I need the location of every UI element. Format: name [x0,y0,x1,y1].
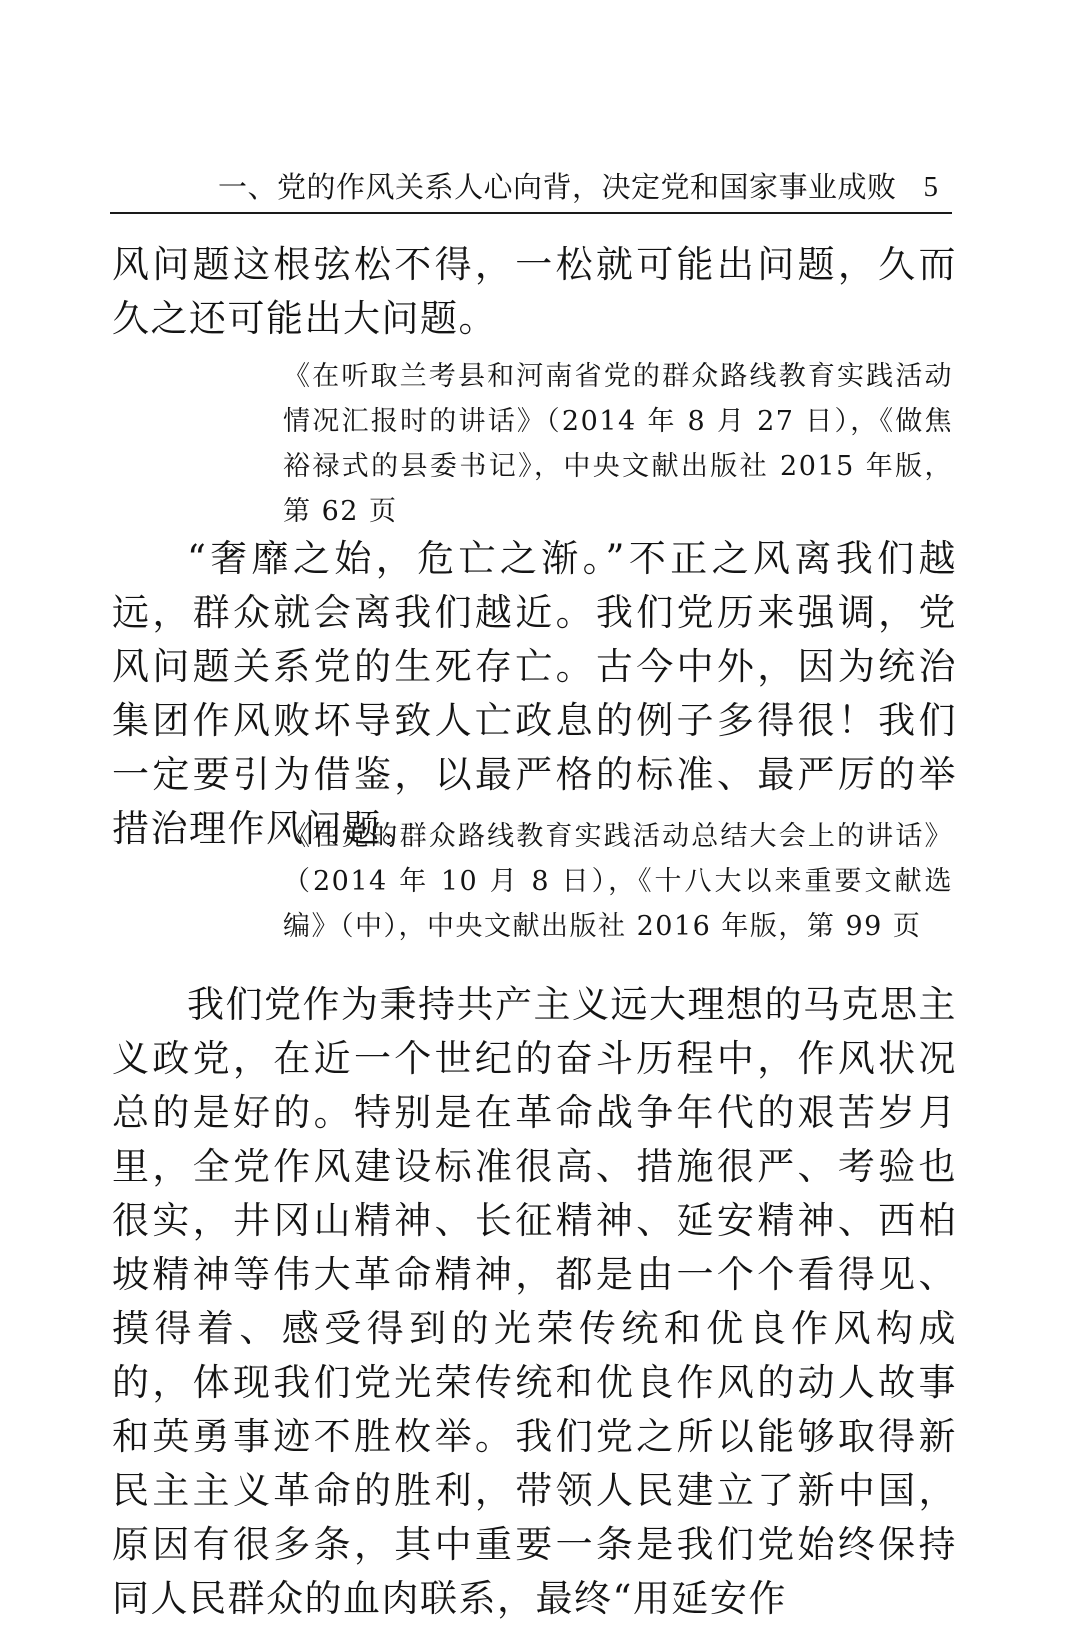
citation-source-2: 《在党的群众路线教育实践活动总结大会上的讲话》（2014 年 10 月 8 日），《十八大以来重要文献选编》（中），中央文献出版社 2016 年版，第 99 页 [283,821,953,942]
paragraph-continuation: 风问题这根弦松不得，一松就可能出问题，久而久之还可能出大问题。 [112,243,957,340]
running-title: 一、党的作风关系人心向背，决定党和国家事业成败 [218,170,897,204]
citation-source-1: 《在听取兰考县和河南省党的群众路线教育实践活动情况汇报时的讲话》（2014 年 8 月 27 日），《做焦裕禄式的县委书记》，中央文献出版社 2015 年版，第 62 页 [283,361,953,527]
running-header [110,168,952,214]
paragraph-quote: “奢靡之始，危亡之渐。”不正之风离我们越远，群众就会离我们越近。我们党历来强调，党风问题关系党的生死存亡。古今中外，因为统治集团作风败坏导致人亡政息的例子多得很！我们一定要引为借鉴，以最严格的标准、最严厉的举措治理作风问题。 [112,537,957,850]
paragraph-history: 我们党作为秉持共产主义远大理想的马克思主义政党，在近一个世纪的奋斗历程中，作风状况总的是好的。特别是在革命战争年代的艰苦岁月里，全党作风建设标准很高、措施很严、考验也很实，井冈山精神、长征精神、延安精神、西柏坡精神等伟大革命精神，都是由一个个看得见、摸得着、感受得到的光荣传统和优良作风构成的，体现我们党光荣传统和优良作风的动人故事和英勇事迹不胜枚举。我们党之所以能够取得新民主主义革命的胜利，带领人民建立了新中国，原因有很多条，其中重要一条是我们党始终保持同人民群众的血肉联系，最终“用延安作 [112,983,957,1620]
page-number: 5 [923,171,938,203]
